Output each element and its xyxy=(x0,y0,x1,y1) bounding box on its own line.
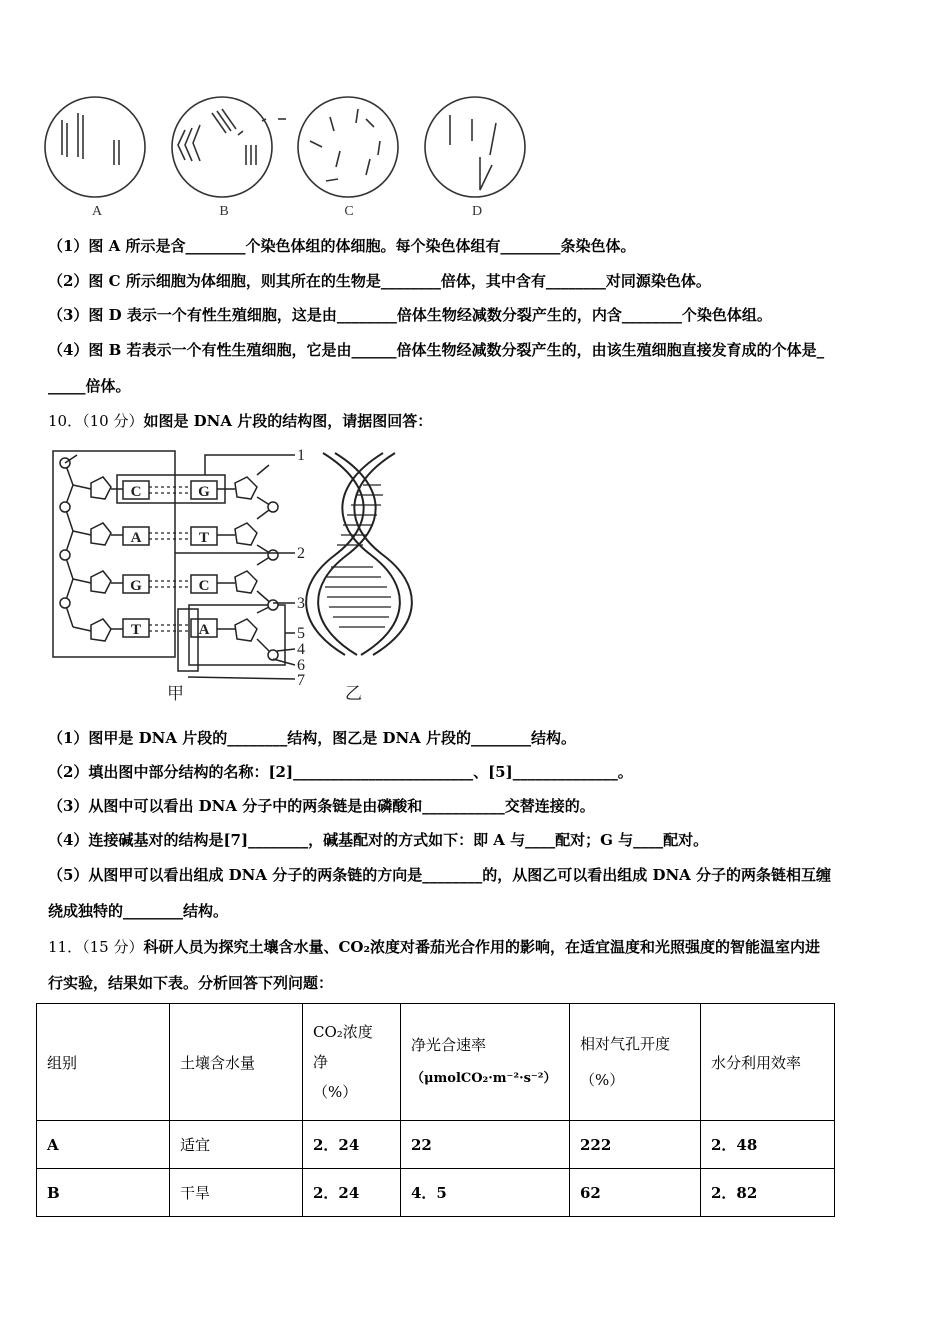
q11-stem-2: 行实验，结果如下表。分析回答下列问题： xyxy=(48,974,334,992)
th-wue: 水分利用效率 xyxy=(701,1004,835,1121)
q10-line-4: （4）连接碱基对的结构是[7]________，碱基配对的方式如下：即 A 与____配对；G 与____配对。 xyxy=(48,831,709,849)
cell-a-stoma: 222 xyxy=(570,1121,701,1169)
callout-2: 2 xyxy=(297,545,305,562)
th-co2-a: CO₂浓度 xyxy=(313,1023,373,1041)
dna-structure-diagram xyxy=(45,445,425,705)
cell-b-stoma: 62 xyxy=(570,1169,701,1217)
q9-line-2: （2）图 C 所示细胞为体细胞，则其所在的生物是________倍体，其中含有________对同源染色体。 xyxy=(48,272,711,290)
callout-3: 3 xyxy=(297,595,305,612)
q11-stem-1: 科研人员为探究土壤含水量、CO₂浓度对番茄光合作用的影响，在适宜温度和光照强度的智能温室内进 xyxy=(143,938,821,956)
chromosome-cells-figure xyxy=(40,95,530,225)
cell-a-co2: 2．24 xyxy=(303,1121,401,1169)
base-right-1: G xyxy=(198,484,210,500)
callout-5: 5 xyxy=(297,625,305,642)
base-right-2: T xyxy=(198,530,210,546)
cell-a-group: A xyxy=(37,1121,170,1169)
cell-a-rate: 22 xyxy=(401,1121,570,1169)
th-rate-b: （μmolCO₂·m⁻²·s⁻²） xyxy=(411,1071,557,1086)
cell-b-wue: 2．82 xyxy=(701,1169,835,1217)
base-left-4: T xyxy=(130,622,142,638)
table-row xyxy=(37,1169,835,1217)
base-left-2: A xyxy=(130,530,142,546)
cell-b-soil: 干旱 xyxy=(170,1169,303,1217)
q10-line-3: （3）从图中可以看出 DNA 分子中的两条链是由磷酸和___________交替连接的。 xyxy=(48,797,595,815)
callout-7: 7 xyxy=(297,672,305,689)
q10-heading xyxy=(48,410,432,431)
cell-a-wue: 2．48 xyxy=(701,1121,835,1169)
q10-line-2: （2）填出图中部分结构的名称：[2]________________________、[5]______________。 xyxy=(48,763,633,781)
th-stoma-b: （%） xyxy=(580,1071,625,1089)
base-right-4: A xyxy=(198,622,210,638)
base-left-3: G xyxy=(130,578,142,594)
callout-6: 6 xyxy=(297,657,305,674)
th-rate xyxy=(401,1004,570,1121)
q9-line-5: _____倍体。 xyxy=(48,377,131,395)
q11-heading xyxy=(48,936,820,957)
base-right-3: C xyxy=(198,578,210,594)
th-stoma xyxy=(570,1004,701,1121)
q11-score: （15 分） xyxy=(82,938,144,956)
q10-line-5: （5）从图甲可以看出组成 DNA 分子的两条链的方向是________的，从图乙可以看出组成 DNA 分子的两条链相互缠 xyxy=(48,866,832,884)
q10-stem: 如图是 DNA 片段的结构图，请据图回答： xyxy=(143,412,433,430)
cell-c-circle xyxy=(298,97,398,197)
q10-line-1: （1）图甲是 DNA 片段的________结构，图乙是 DNA 片段的________结构。 xyxy=(48,729,577,747)
label-d: D xyxy=(471,204,483,219)
label-jia: 甲 xyxy=(167,684,184,703)
q10-number: 10． xyxy=(48,412,83,430)
th-co2-c: （%） xyxy=(313,1083,358,1101)
cell-b-group: B xyxy=(37,1169,170,1217)
label-c: C xyxy=(344,204,354,219)
cell-b-rate: 4．5 xyxy=(401,1169,570,1217)
base-left-1: C xyxy=(130,484,142,500)
results-table xyxy=(36,1003,835,1217)
label-a: A xyxy=(91,204,103,219)
cell-a-soil: 适宜 xyxy=(170,1121,303,1169)
th-rate-a: 净光合速率 xyxy=(411,1036,487,1054)
table-header-row xyxy=(37,1004,835,1121)
label-b: B xyxy=(219,204,229,219)
th-soil: 土壤含水量 xyxy=(170,1004,303,1121)
q11-number: 11． xyxy=(48,938,83,956)
q9-line-3: （3）图 D 表示一个有性生殖细胞，这是由________倍体生物经减数分裂产生的，内含________个染色体组。 xyxy=(48,306,772,324)
cell-b-co2: 2．24 xyxy=(303,1169,401,1217)
callout-1: 1 xyxy=(297,447,305,464)
cell-b-circle xyxy=(172,97,272,197)
label-yi: 乙 xyxy=(345,684,362,703)
th-group: 组别 xyxy=(37,1004,170,1121)
th-co2-b: 净 xyxy=(313,1053,329,1071)
th-stoma-a: 相对气孔开度 xyxy=(580,1035,671,1053)
table-row xyxy=(37,1121,835,1169)
callout-4: 4 xyxy=(297,641,305,658)
q10-score: （10 分） xyxy=(82,412,144,430)
cell-a-circle xyxy=(45,97,145,197)
q9-line-1: （1）图 A 所示是含________个染色体组的体细胞。每个染色体组有________条染色体。 xyxy=(48,237,636,255)
q10-line-6: 绕成独特的________结构。 xyxy=(48,902,229,920)
cell-d-circle xyxy=(425,97,525,197)
q9-line-4: （4）图 B 若表示一个有性生殖细胞，它是由______倍体生物经减数分裂产生的，由该生殖细胞直接发育成的个体是_ xyxy=(48,341,825,359)
th-co2 xyxy=(303,1004,401,1121)
